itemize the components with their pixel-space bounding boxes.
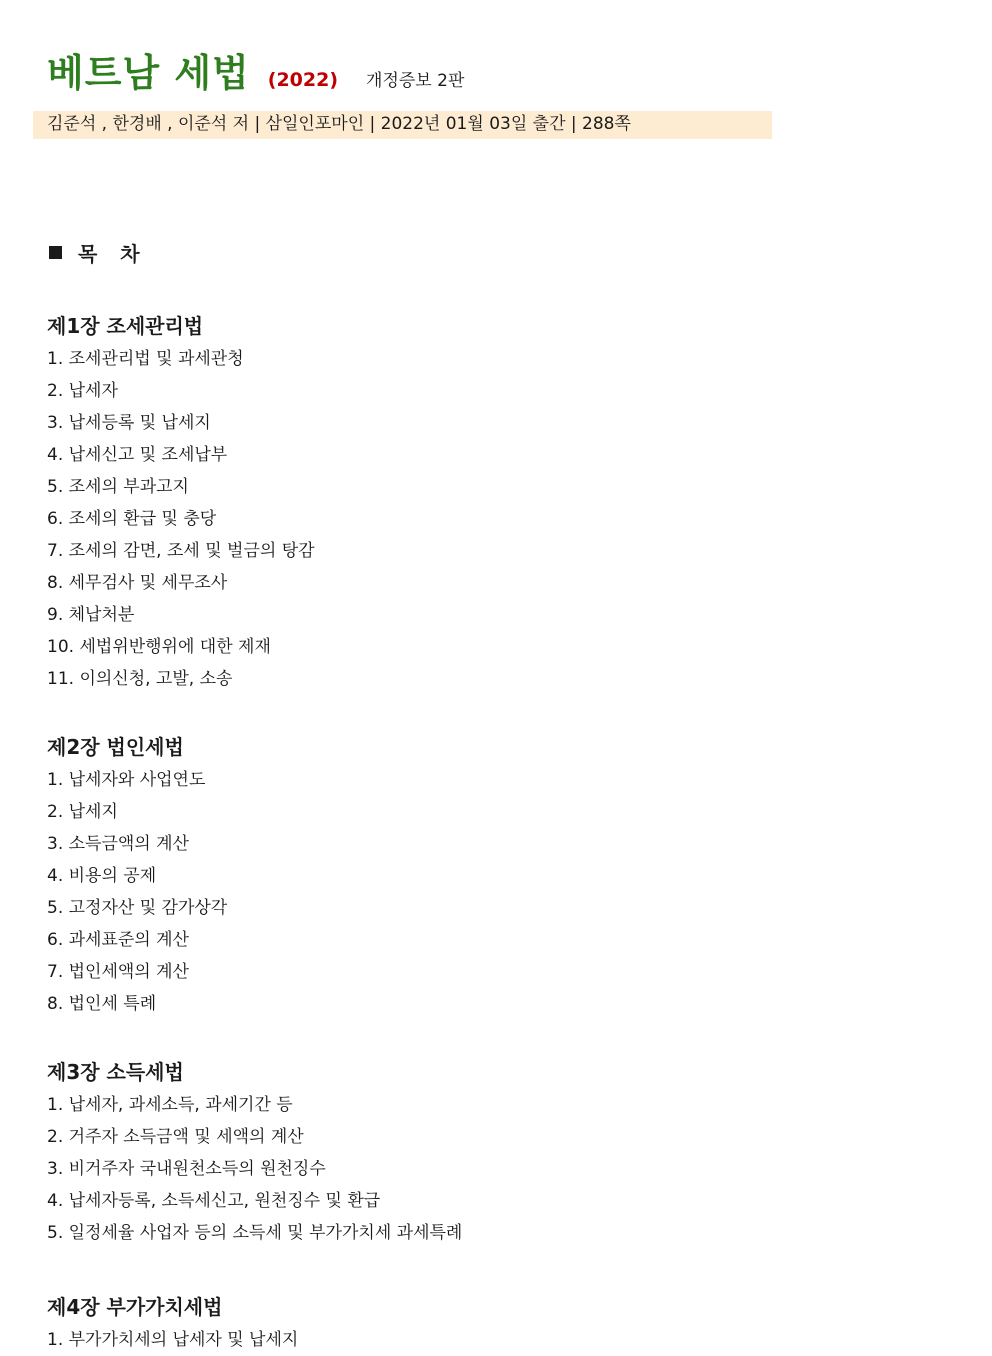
chapter-item: 3. 소득금액의 계산 bbox=[47, 834, 189, 854]
chapter-item: 10. 세법위반행위에 대한 제재 bbox=[47, 637, 271, 657]
toc-label: 목 차 bbox=[78, 242, 148, 266]
chapter-title: 제3장 소득세법 bbox=[47, 1060, 184, 1084]
chapter-2 bbox=[47, 732, 947, 1020]
book-year: (2022) bbox=[267, 69, 339, 91]
chapter-title: 제2장 법인세법 bbox=[47, 735, 184, 759]
publication-info-bar bbox=[33, 111, 772, 139]
chapter-item: 1. 납세자, 과세소득, 과세기간 등 bbox=[47, 1095, 293, 1115]
chapter-item: 6. 과세표준의 계산 bbox=[47, 930, 189, 950]
chapter-item: 11. 이의신청, 고발, 소송 bbox=[47, 669, 233, 689]
chapter-title: 제1장 조세관리법 bbox=[47, 314, 204, 338]
publication-info: 김준석 , 한경배 , 이준석 저 | 삼일인포마인 | 2022년 01월 03일 출간 | 288쪽 bbox=[47, 114, 631, 134]
chapter-item: 1. 조세관리법 및 과세관청 bbox=[47, 349, 244, 369]
chapter-item: 4. 비용의 공제 bbox=[47, 866, 157, 886]
chapter-1 bbox=[47, 311, 947, 695]
toc-heading bbox=[49, 238, 148, 267]
chapter-item: 5. 일정세율 사업자 등의 소득세 및 부가가치세 과세특례 bbox=[47, 1223, 463, 1243]
chapter-4 bbox=[47, 1292, 947, 1356]
chapter-title: 제4장 부가가치세법 bbox=[47, 1295, 223, 1319]
title-row bbox=[47, 42, 464, 97]
chapter-3 bbox=[47, 1057, 947, 1249]
chapter-item: 4. 납세자등록, 소득세신고, 원천징수 및 환급 bbox=[47, 1191, 381, 1211]
chapter-item: 1. 부가가치세의 납세자 및 납세지 bbox=[47, 1330, 299, 1350]
chapter-item: 3. 비거주자 국내원천소득의 원천징수 bbox=[47, 1159, 326, 1179]
chapter-item: 4. 납세신고 및 조세납부 bbox=[47, 445, 228, 465]
chapter-item: 7. 법인세액의 계산 bbox=[47, 962, 189, 982]
chapter-item: 3. 납세등록 및 납세지 bbox=[47, 413, 211, 433]
chapter-item: 8. 법인세 특례 bbox=[47, 994, 157, 1014]
chapter-item: 1. 납세자와 사업연도 bbox=[47, 770, 206, 790]
chapter-item: 6. 조세의 환급 및 충당 bbox=[47, 509, 217, 529]
chapter-item: 2. 거주자 소득금액 및 세액의 계산 bbox=[47, 1127, 304, 1147]
chapter-item: 5. 조세의 부과고지 bbox=[47, 477, 189, 497]
chapter-item: 7. 조세의 감면, 조세 및 벌금의 탕감 bbox=[47, 541, 315, 561]
book-title: 베트남 세법 bbox=[47, 51, 250, 95]
book-edition: 개정증보 2판 bbox=[366, 71, 465, 91]
chapter-item: 8. 세무검사 및 세무조사 bbox=[47, 573, 228, 593]
chapter-item: 9. 체납처분 bbox=[47, 605, 135, 625]
black-square-icon bbox=[49, 246, 62, 259]
chapter-item: 2. 납세지 bbox=[47, 802, 118, 822]
chapter-item: 5. 고정자산 및 감가상각 bbox=[47, 898, 228, 918]
chapter-item: 2. 납세자 bbox=[47, 381, 118, 401]
